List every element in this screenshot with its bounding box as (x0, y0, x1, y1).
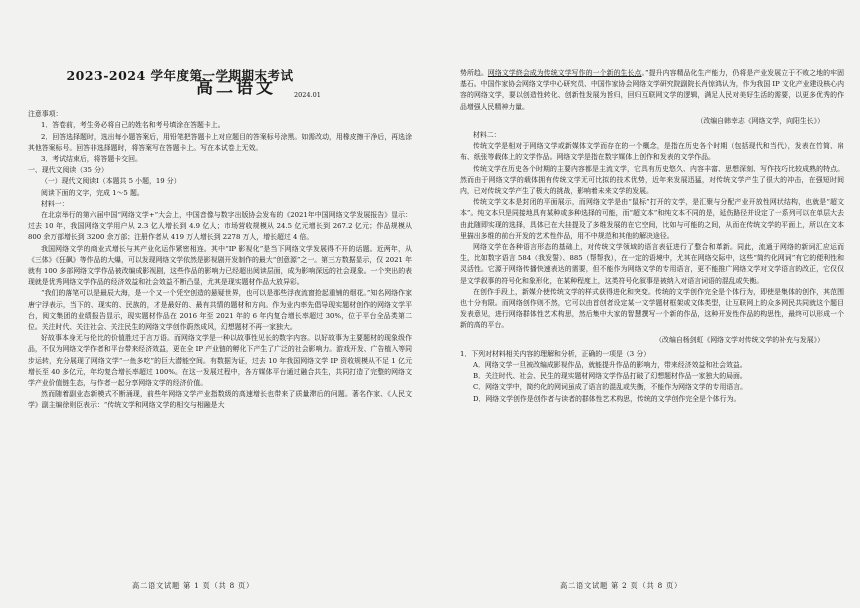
notice-heading: 注意事项： (28, 110, 63, 119)
question-1: 1．下列对材料相关内容的理解和分析，正确的一项是（3 分） (460, 349, 651, 358)
source-citation-1: （改编自韩幸志《网络文学，向阳生长》） (696, 116, 824, 125)
paragraph: 网络文学在各种语言形态的基础上，对传统文学领域的语言表征进行了整合和革新。同此，流通于网络的新词汇应运而生，比如数字语言 584（我发誓）、885（帮帮我），在一定的语境中，尤其在网络交际中，这些“简约化网词”有它的便利性和灵活性。它源于网络传播快速表达的需要，但不能作为网络文学的专用语言，更不能推广网络文学对文学语言的改正，它仅仅是文学叙事的符号化和象形化，在某种程度上，这类符号化叙事是被纳入对语言词语的混乱或失衡。 (460, 243, 844, 285)
page-footer-left: 高二语文试题 第 1 页（共 8 页） (132, 581, 255, 590)
exam-date: 2024.01 (294, 91, 321, 100)
source-citation-2: （改编自杨剑虹《网络文学对传统文学的补充与发展》） (655, 335, 824, 344)
paragraph: 传统文学文本是封闭的平面展示，而网络文学是由“鼠标”打开的文学，是汇聚与分配产业开放性网状结构，也就是“超文本”。纯文本只是同接地具有某种或多种选择的可能，而“超文本”和纯文本不同的是，延伤路径并设定了一系列可以在单层大去由此随即实现的选择，具体已在大挂提及了多维发展的在它空间，比如与可能的之间，从而在传统文学的平面上，所以在文本里描出多维的前台开发的艺术性作品，用不中规范和其他的解决途径。 (460, 198, 844, 240)
paragraph: 好故事本身无与伦比的价值胜过于言万语。而网络文学是一种以故事性见长的数字内容。以好故事为主要题材的现象级作品，不仅为网络文学作者和平台带来经济效益，更在全 IP 产业链的孵化下产生了广泛的社会影响力。游戏开发、广告植入等同步运转，充分展现了网络文学“一鱼多吃”的巨大潜能空间。有数据为证，过去 10 年我国网络文学 IP 资收规模从不足 1 亿元增长至 40 多亿元，年均复合增长率超过 100%。在这一发展过程中，各方媒体平台通过融合共生，共同打造了完整的网络文学产业价值链生态，与作者一起分享网络文学的经济价值。 (28, 334, 412, 388)
notice-2: 2．回答选择题时，选出每小题答案后，用铅笔把答题卡上对应题目的答案标号涂黑。如需改动，用橡皮擦干净后，再选涂其他答案标号。回答非选择题时，将答案写在答题卡上。写在本试卷上无效。 (28, 132, 412, 152)
paragraph-continued (460, 68, 844, 113)
page-footer-right: 高二语文试题 第 2 页（共 8 页） (560, 581, 683, 590)
paragraph: 然而随着副业态新模式不断涌现，前些年网络文学产业指数级的高速增长也带来了质量滞后的问题。著名作家、《人民文学》副主编徐则臣表示：“传统文学和网络文学的相交与相融是大 (28, 390, 412, 410)
paragraph: 在创作手段上，新媒介使传统文学的样式获得进化和突变。传统的文学创作完全是个体行为，即使是集体的创作，其范围也十分有限。而网络创作则不然，它可以由首创者设定某一文学题材框架或文体类型，让互联网上的众多网民共同就这个题目发表意见，进行网络群体性艺术构思，然后集中大家的智慧撰写一个新的作品，这种开发性作品的构思性，最终可以形成一个新的高的平台。 (460, 287, 844, 330)
page-right (430, 0, 860, 608)
notice-3: 3．考试结束后，将答题卡交回。 (41, 155, 142, 164)
paragraph: 我国网络文学的商业式增长与其产业化运作紧密相连。其中“IP 影视化”是当下网络文学发展得不开的话题。近两年，从《三体》《狂飙》等作品的大爆，可以发现网络文学依然是影视剧开发制作的最大“创意源”之一。第三方数据显示，仅 2021 年就有 100 多部网络文学作品被改编成影视剧，这些作品的影响力已经超出阅读层面，成为影响深远的社会现象。一个突出的表现就是优秀网络文学作品的经济效益和社会效益不断凸显，尤其是现实题材作品大放异彩。 (28, 244, 412, 287)
material-1-label: 材料一： (41, 199, 69, 208)
exam-title: 2023-2024 学年度第一学期期末考试 (66, 68, 294, 83)
paragraph: 传统文学是相对于网络文学或新媒体文学而存在的一个概念，是指在历史各个时期（包括现代和当代），发表在竹简、帛布、纸张等载体上的文学作品。网络文学是指在数字媒体上创作和发表的文学作品。 (460, 142, 844, 162)
paragraph: 传统文学在历史各个时期的主要内容都是主流文学，它具有历史悠久、内容丰富、思想深刻、写作技巧比较成熟的特点。然而由于网络文学的载体拥有传统文学无可比拟的技术优势，近年来发展迅猛，对传统文学产生了很大的冲击，在强短时间内，已对传统文学产生了极大的挑战，影响着未来文学的发展。 (460, 164, 844, 196)
option-d: D．网络文学创作是创作者与读者的群体性艺术构思，传统的文学创作完全是个体行为。 (473, 394, 741, 403)
subject-line (28, 78, 412, 105)
paragraph: “我们的落笔可以是最辰大海，是一个又一个凭空创造的悬疑世界，也可以是那些浮夜流窗抢起重铺的烟花。”知名网络作家唐宁浮表示，当下的、现实的、民族的，才是最好的、最有共情的题材和方向。作为业内率先倡导现实题材创作的网络文学平台，阅文集团的业绩报告显示，现实题材作品在 2016 年至 2021 年的 6 年内复合增长率超过 30%，位于平台全品类第二位。关注时代、关注社会、关注民生的网络文学创作蔚然成风，幻想题材不再一家独大。 (28, 289, 412, 332)
paragraph: 在北京举行的第六届中国“网络文学+”大会上，中国音像与数字出版协会发布的《2021年中国网络文学发展报告》显示：过去 10 年，我国网络文学用户从 2.3 亿人增长到 4.9 亿人；市场营收规模从 24.5 亿元增长到 267.2 亿元；作品规模从 800 余万部增长到 3200 余万部；注册作者从 419 万人增长到 2278 万人，增长超过 4 倍。 (28, 211, 412, 242)
option-b: B．关注时代、社会、民生的现实题材网络文学作品打破了幻想题材作品一家独大的局面。 (473, 372, 747, 381)
notice-1: 1．答卷前，考生务必将自己的姓名和考号填涂在答题卡上。 (41, 121, 225, 130)
underlined-sentence: 网络文学終会成为传统文学写作的一个新的生长点 (487, 69, 642, 77)
reading-instruction: 阅读下面的文字，完成 1～5 题。 (41, 188, 144, 197)
paragraph-continued-end: 。”提升内容精品化生产能力，仍将是产业发展立于不败之地的牢固基石。中国作家协会网络文学中心研究员、中国作家协会网络文学研究院副院长肖惊鸿认为，作为我国 IP 文化产业建设核心内容的网络文学，要以创造性转化、创新性发展为旨归，回归互联网文学的逻辑，满足人民对美好生活的需要，以更多优秀的作品增强人民精神力量。 (460, 69, 845, 111)
paragraph-continued-start: 势所趋。 (460, 69, 488, 77)
option-a: A．网络文学一旦被改编成影视作品，就能提升作品的影响力，带来经济效益和社会效益。 (473, 361, 747, 370)
option-c: C．网络文学中，简约化的网词虽成了语言的混乱或失衡，不能作为网络文学的专用语言。 (473, 383, 748, 392)
subsection-heading: （一）现代文阅读Ⅰ（本题共 5 小题，19 分） (41, 177, 181, 186)
section-heading: 一、现代文阅读（35 分） (28, 166, 108, 175)
material-2-label: 材料二： (473, 131, 501, 140)
subject-title: 高二语文 (196, 78, 276, 99)
